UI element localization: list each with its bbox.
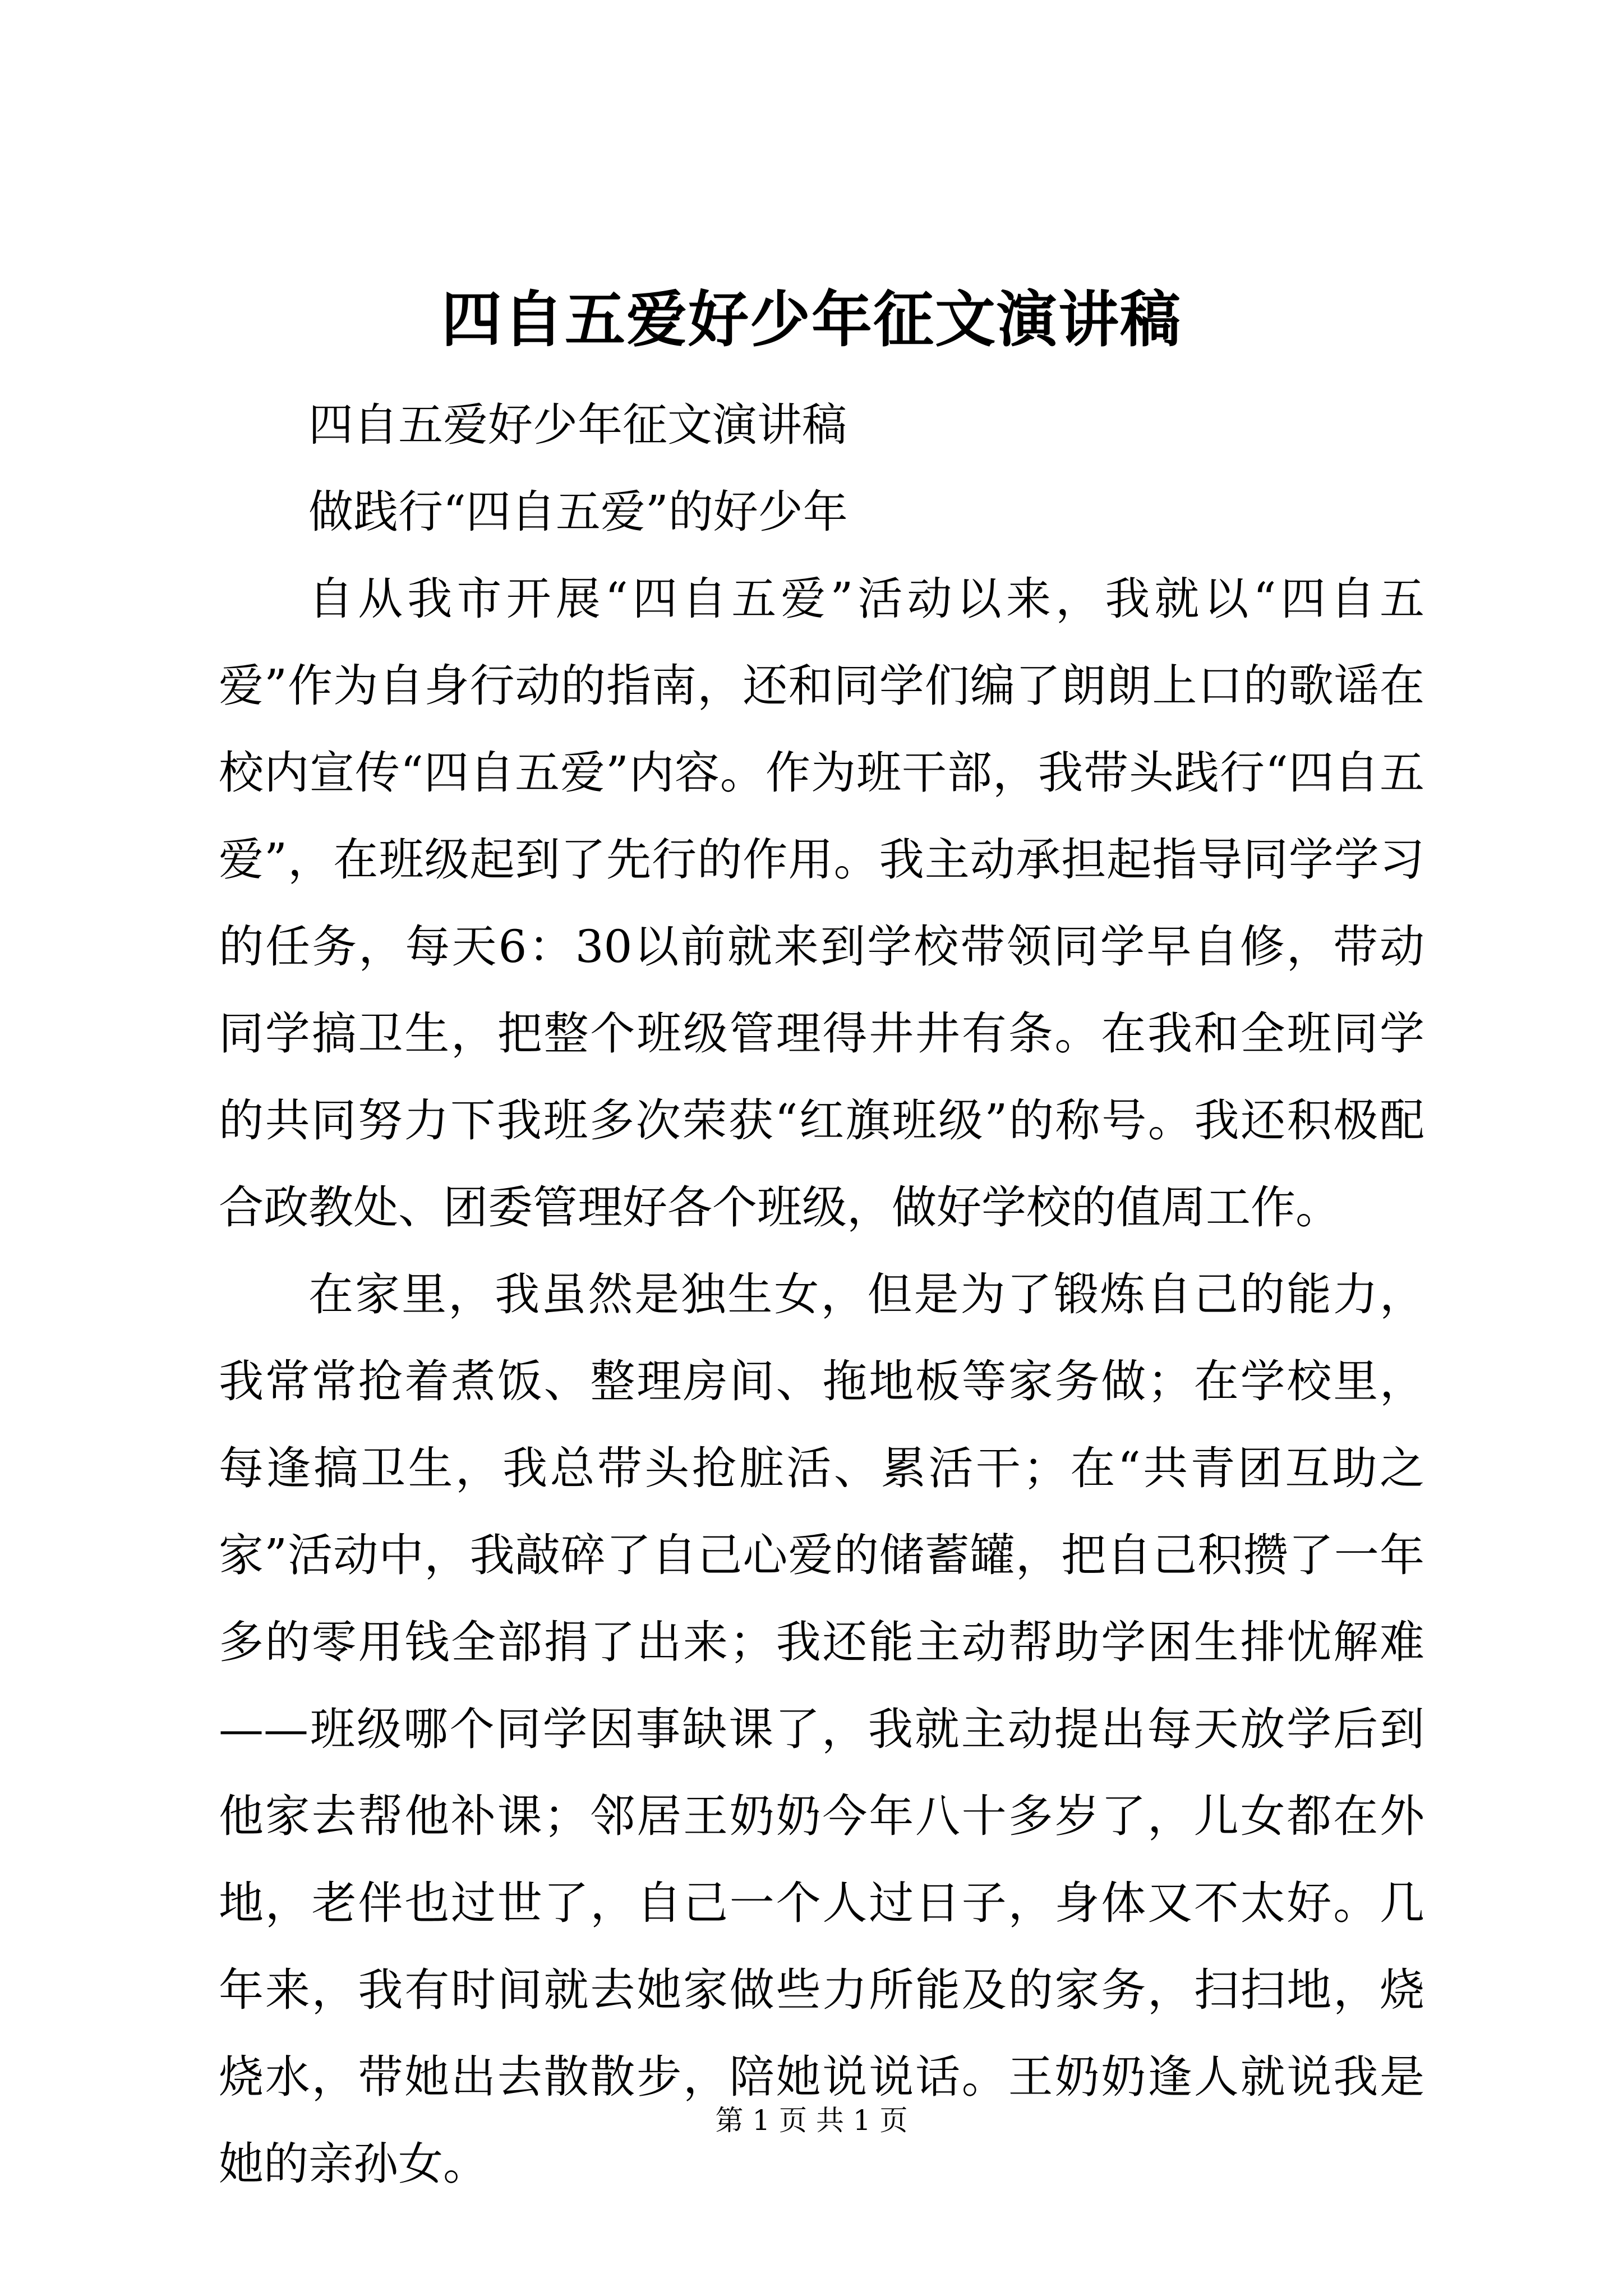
- paragraph-subtitle: 四自五爱好少年征文演讲稿: [308, 399, 847, 451]
- document-body: [219, 381, 1424, 2207]
- page-footer: 第 1 页 共 1 页: [715, 2104, 908, 2137]
- paragraph-heading: 做践行“四自五爱”的好少年: [308, 486, 848, 538]
- document-title: 四自五爱好少年征文演讲稿: [441, 284, 1182, 355]
- paragraph-home-life: 在家里，我虽然是独生女，但是为了锻炼自己的能力，我常常抢着煮饭、整理房间、拖地板等家务做；在学校里，每逢搞卫生，我总带头抢脏活、累活干；在“共青团互助之家”活动中，我敲碎了自己心爱的储蓄罐，把自己积攒了一年多的零用钱全部捐了出来；我还能主动帮助学困生排忧解难——班级哪个同学因事缺课了，我就主动提出每天放学后到他家去帮他补课；邻居王奶奶今年八十多岁了，儿女都在外地，老伴也过世了，自己一个人过日子，身体又不太好。几年来，我有时间就去她家做些力所能及的家务，扫扫地，烧烧水，带她出去散散步，陪她说说话。王奶奶逢人就说我是她的亲孙女。: [219, 1268, 1424, 2190]
- paragraph-activities: 自从我市开展“四自五爱”活动以来，我就以“四自五爱”作为自身行动的指南，还和同学们编了朗朗上口的歌谣在校内宣传“四自五爱”内容。作为班干部，我带头践行“四自五爱”，在班级起到了先行的作用。我主动承担起指导同学学习的任务，每天6：30以前就来到学校带领同学早自修，带动同学搞卫生，把整个班级管理得井井有条。在我和全班同学的共同努力下我班多次荣获“红旗班级”的称号。我还积极配合政教处、团委管理好各个班级，做好学校的值周工作。: [219, 573, 1424, 1234]
